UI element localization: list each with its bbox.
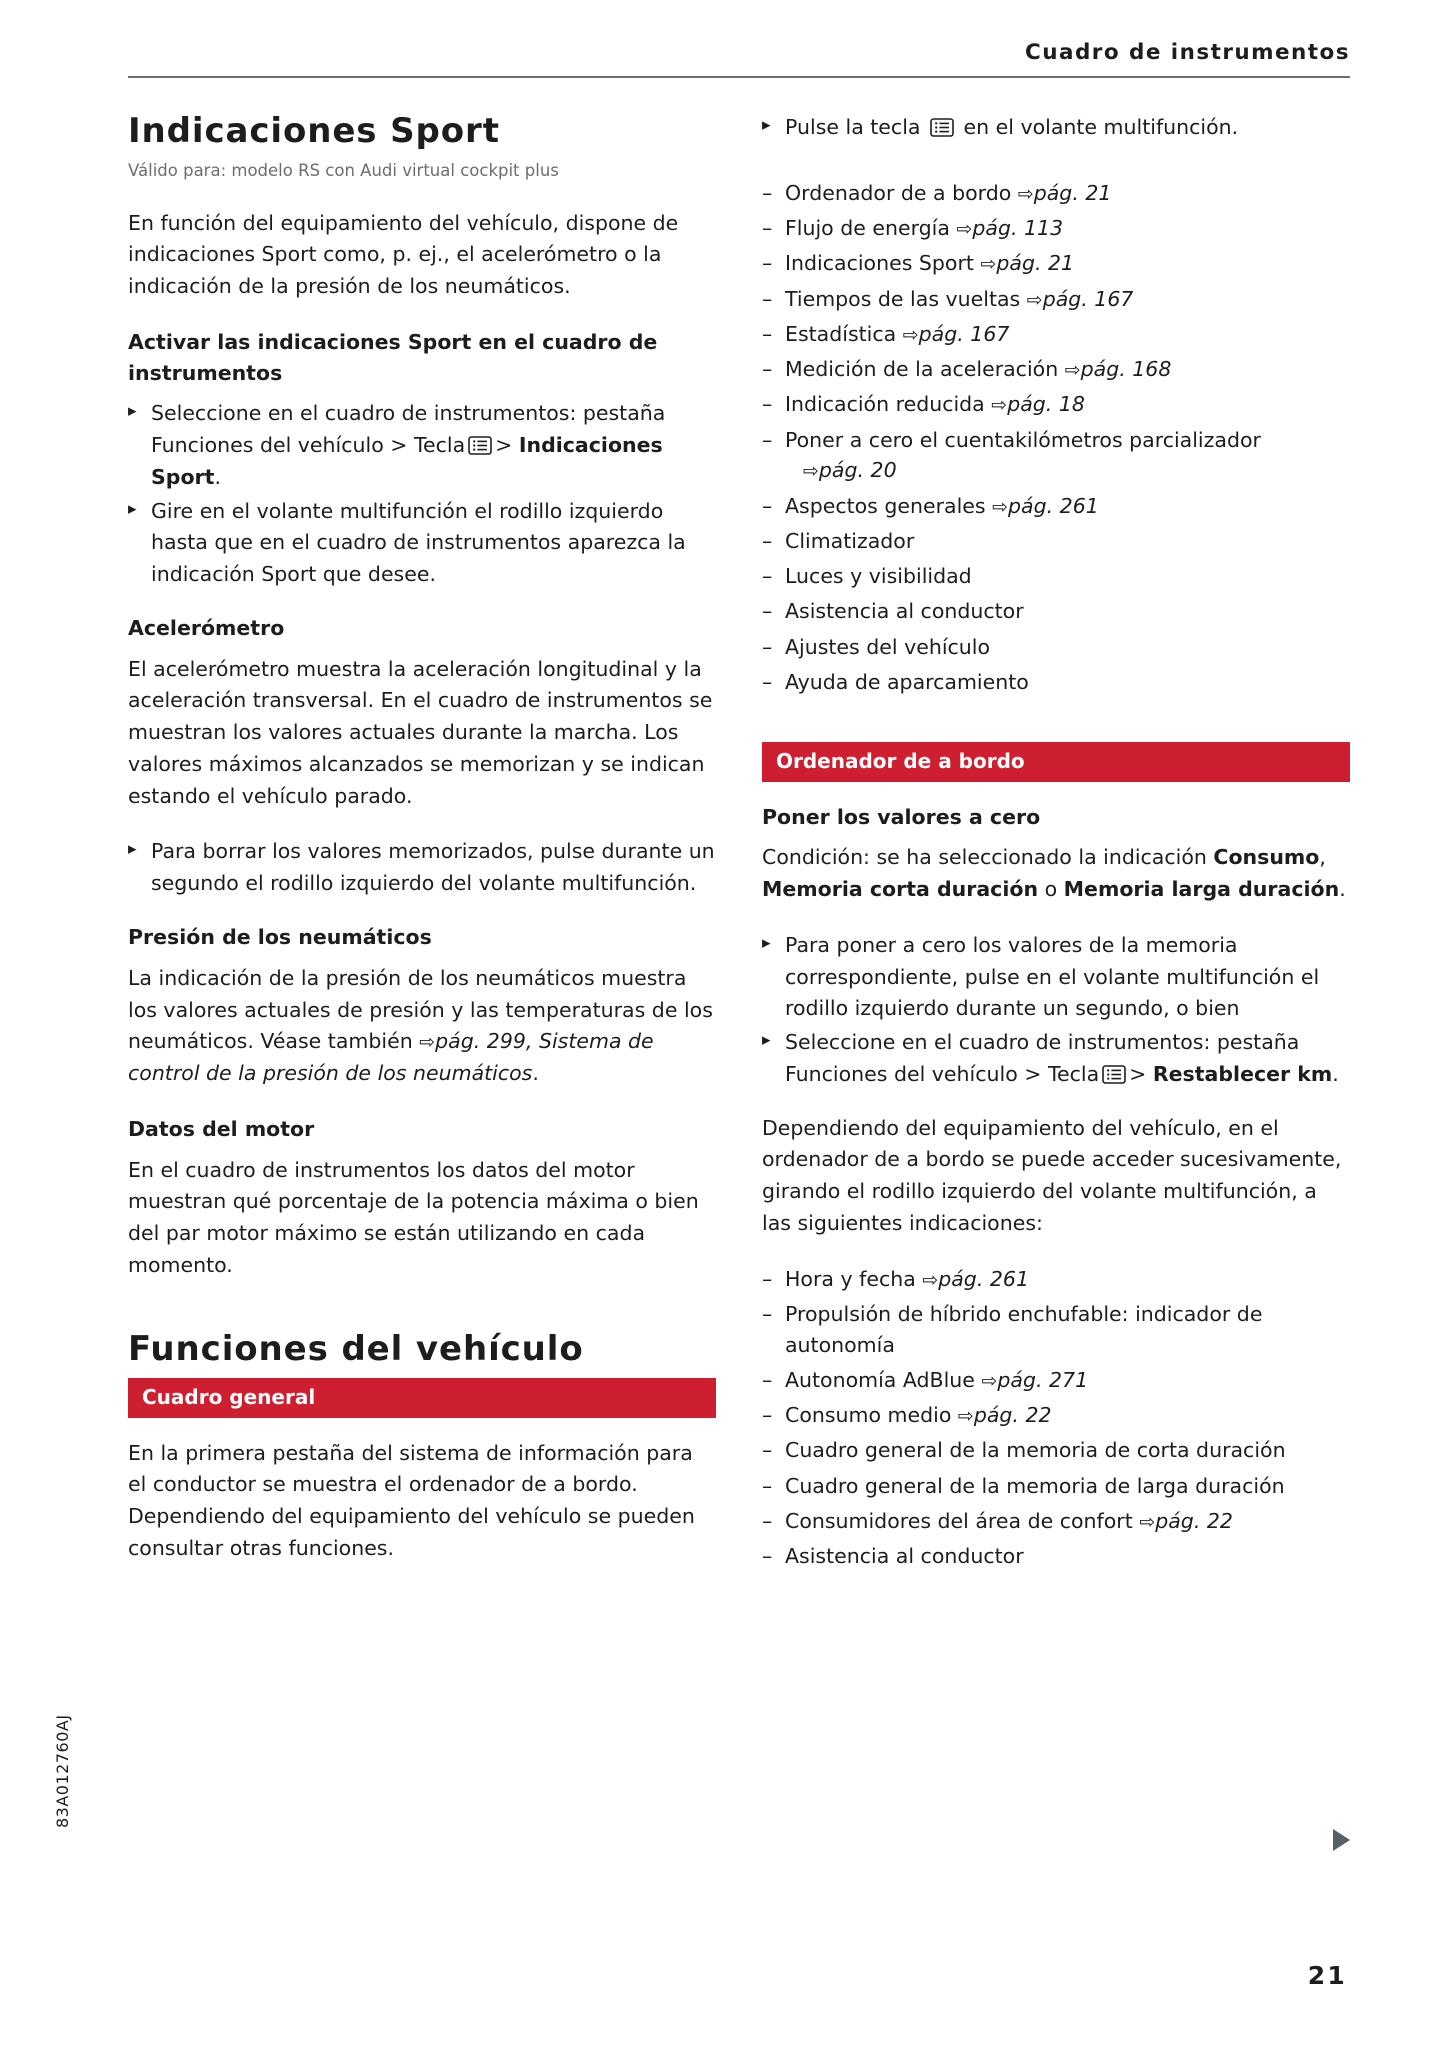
menu-list-key-icon (930, 118, 954, 137)
page-reference-wrap (1011, 181, 1111, 205)
section-spacer (128, 1306, 716, 1330)
list-item-label: Indicaciones Sport (785, 251, 974, 276)
step-text-part2: > (495, 433, 513, 458)
header-title: Cuadro de instrumentos (1025, 40, 1350, 65)
page-reference-wrap (986, 494, 1099, 518)
engine-data-heading: Datos del motor (128, 1116, 315, 1141)
list-item-label: Indicación reducida (785, 392, 985, 417)
list-item-label: Estadística (785, 321, 897, 346)
right-column (762, 112, 1350, 1580)
list-item (762, 1471, 1350, 1502)
activate-steps-list (128, 398, 716, 591)
tyre-pressure-heading: Presión de los neumáticos (128, 925, 432, 950)
list-item (762, 491, 1350, 522)
page-reference-wrap (1058, 357, 1171, 381)
page-reference: pág. 271 (997, 1367, 1089, 1392)
page-ref-arrow-icon: ⇨ (956, 218, 973, 241)
page-number: 21 (1307, 1961, 1347, 1990)
page-reference-wrap (916, 1267, 1029, 1291)
page-ref-arrow-icon: ⇨ (991, 394, 1008, 417)
list-item: ▸ Para borrar los valores memorizados, pulse durante un segundo el rodillo izquierdo del volante multifunción. (128, 836, 716, 900)
part-number: 83A012760AJ (53, 1714, 72, 1828)
step-bold-target: Restablecer km (1152, 1061, 1333, 1086)
page-reference-wrap (951, 1403, 1051, 1427)
page-reference-wrap (785, 455, 1350, 486)
activate-heading: Activar las indicaciones Sport en el cuadro de instrumentos (128, 329, 658, 385)
reset-steps-list (762, 930, 1350, 1091)
list-item-label: Flujo de energía (785, 216, 950, 241)
header-divider (128, 76, 1350, 78)
vehicle-functions-paragraph: En la primera pestaña del sistema de información para el conductor se muestra el ordenador de a bordo. Dependiendo del equipamiento del vehículo se pueden consultar otras funciones. (128, 1440, 695, 1561)
section-bar-cuadro-general: Cuadro general (128, 1378, 716, 1418)
list-item (762, 112, 1350, 144)
condition-separator-1: , (1319, 845, 1326, 870)
page-reference: pág. 22 (1155, 1508, 1233, 1533)
list-item (762, 425, 1350, 487)
page-ref-arrow-icon: ⇨ (957, 1405, 974, 1428)
list-item-label: Asistencia al conductor (785, 599, 1024, 624)
reset-values-heading: Poner los valores a cero (762, 804, 1041, 829)
page-reference: pág. 22 (973, 1403, 1052, 1428)
page-ref-arrow-icon: ⇨ (980, 253, 997, 276)
list-item: ▸ Gire en el volante multifunción el rodillo izquierdo hasta que en el cuadro de instrumentos aparezca la indicación Sport que desee. (128, 496, 716, 591)
list-item (762, 1299, 1350, 1361)
page-ref-arrow-icon: ⇨ (992, 495, 1009, 518)
list-item-label: Propulsión de híbrido enchufable: indicador de autonomía (785, 1301, 1263, 1357)
section-spacer (762, 706, 1350, 742)
accelerometer-steps-list (128, 836, 716, 900)
condition-end: . (1339, 877, 1346, 902)
list-item-label: Ajustes del vehículo (785, 634, 991, 659)
list-item-label: Ordenador de a bordo (785, 180, 1012, 205)
condition-separator-2: o (1044, 877, 1058, 902)
menu-list-key-icon (468, 436, 492, 455)
list-item-label: Aspectos generales (785, 493, 986, 518)
section-bar-ordenador-de-a-bordo: Ordenador de a bordo (762, 742, 1350, 782)
list-spacer (762, 166, 1350, 178)
intro-paragraph: En función del equipamiento del vehículo, dispone de indicaciones Sport como, p. ej., el acelerómetro o la indicación de la presión de los neumáticos. (128, 210, 679, 299)
menu-list-key-icon (1102, 1065, 1126, 1084)
list-item-label: Tiempos de las vueltas (785, 286, 1021, 311)
list-item (762, 526, 1350, 557)
list-item-label: Consumo medio (785, 1403, 952, 1428)
list-item-label: Asistencia al conductor (785, 1544, 1024, 1569)
page-reference: pág. 113 (972, 216, 1064, 241)
continuation-triangle-icon (1333, 1829, 1350, 1851)
page-ref-arrow-icon: ⇨ (902, 323, 919, 346)
list-item-label: Poner a cero el cuentakilómetros parcializador (785, 427, 1261, 452)
menu-items-list (762, 178, 1350, 698)
page-reference: pág. 21 (1033, 180, 1112, 205)
tyre-pressure-end: . (532, 1061, 539, 1086)
page-reference-wrap (896, 322, 1009, 346)
list-item (762, 178, 1350, 209)
list-item-label: Medición de la aceleración (785, 357, 1059, 382)
page-ref-arrow-icon: ⇨ (922, 1268, 939, 1291)
onboard-computer-paragraph: Dependiendo del equipamiento del vehículo, en el ordenador de a bordo se puede acceder sucesivamente, girando el rodillo izquierdo del volante multifunción, a las siguientes indicaciones: (762, 1115, 1342, 1235)
list-item (762, 561, 1350, 592)
page-ref-arrow-icon: ⇨ (1064, 359, 1081, 382)
list-item (762, 389, 1350, 420)
condition-paragraph (762, 842, 1350, 906)
page-reference: pág. 168 (1080, 357, 1172, 382)
list-item (762, 1541, 1350, 1572)
page-reference-wrap (1133, 1509, 1233, 1533)
list-item-label: Cuadro general de la memoria de larga duración (785, 1473, 1285, 1498)
page-reference: pág. 261 (938, 1266, 1029, 1291)
list-item (762, 1435, 1350, 1466)
accelerometer-paragraph: El acelerómetro muestra la aceleración longitudinal y la aceleración transversal. En el cuadro de instrumentos se muestran los valores actuales durante la marcha. Los valores máximos alcanzados se memorizan y se indican estando el vehículo parado. (128, 656, 713, 808)
list-item: ▸ Para poner a cero los valores de la memoria correspondiente, pulse en el volante multifunción el rodillo izquierdo durante un segundo, o bien (762, 930, 1350, 1025)
condition-option-3: Memoria larga duración (1063, 877, 1340, 902)
page-ref-arrow-icon: ⇨ (803, 460, 819, 483)
step-text-part2: > (1129, 1061, 1147, 1086)
page-ref-arrow-icon: ⇨ (1017, 182, 1034, 205)
condition-option-1: Consumo (1213, 845, 1320, 870)
page-reference: pág. 167 (918, 321, 1010, 346)
page-title: Indicaciones Sport (128, 111, 500, 151)
list-item (762, 1400, 1350, 1431)
page-reference: pág. 21 (996, 251, 1075, 276)
press-key-text: Pulse la tecla (785, 115, 921, 139)
list-item (762, 1027, 1350, 1091)
page-reference: pág. 299, Sistema de control de la presión de los neumáticos (128, 1029, 654, 1086)
condition-option-2: Memoria corta duración (762, 877, 1039, 902)
page-reference-wrap (975, 1368, 1088, 1392)
list-item (762, 1264, 1350, 1295)
valid-for-note: Válido para: modelo RS con Audi virtual cockpit plus (128, 161, 559, 181)
page-reference: pág. 18 (1007, 392, 1085, 417)
list-item (128, 398, 716, 493)
page-reference: pág. 261 (1008, 493, 1099, 518)
onboard-computer-items-list (762, 1264, 1350, 1572)
step-text-end: . (214, 464, 221, 489)
accelerometer-heading: Acelerómetro (128, 615, 285, 640)
list-item (762, 1365, 1350, 1396)
step-text-end: . (1332, 1061, 1339, 1086)
left-column (128, 112, 716, 1589)
list-item-label: Consumidores del área de confort (785, 1508, 1133, 1533)
vehicle-functions-title: Funciones del vehículo (128, 1328, 584, 1369)
engine-data-paragraph: En el cuadro de instrumentos los datos del motor muestran qué porcentaje de la potencia máxima o bien del par motor máximo se están utilizando en cada momento. (128, 1157, 699, 1277)
list-item-label: Hora y fecha (785, 1266, 916, 1291)
list-item (762, 1506, 1350, 1537)
list-item (762, 248, 1350, 279)
page-reference-wrap (985, 392, 1085, 416)
list-item (762, 319, 1350, 350)
list-item (762, 667, 1350, 698)
list-item-label: Cuadro general de la memoria de corta duración (785, 1438, 1286, 1463)
page-reference-wrap (950, 216, 1063, 240)
page-reference-wrap (1020, 287, 1133, 311)
list-item (762, 596, 1350, 627)
list-item (762, 213, 1350, 244)
page-reference-wrap (974, 251, 1074, 275)
tyre-pressure-paragraph (128, 963, 716, 1090)
list-item-label: Ayuda de aparcamiento (785, 669, 1029, 694)
page-ref-arrow-icon: ⇨ (1139, 1510, 1156, 1533)
tyre-pressure-text: La indicación de la presión de los neumáticos muestra los valores actuales de presión y las temperaturas de los neumáticos. Véase también (128, 965, 713, 1054)
step-text-part1: Seleccione en el cuadro de instrumentos: pestaña Funciones del vehículo > Tecla (151, 401, 666, 458)
page-header (128, 40, 1350, 78)
list-item-label: Autonomía AdBlue (785, 1367, 975, 1392)
page-ref-arrow-icon: ⇨ (1026, 288, 1043, 311)
press-key-text-end: en el volante multifunción. (963, 115, 1239, 139)
list-item-label: Climatizador (785, 528, 915, 553)
page-reference: pág. 167 (1042, 286, 1134, 311)
step-bold-target: Indicaciones Sport (151, 433, 663, 489)
page-ref-arrow-icon: ⇨ (981, 1369, 998, 1392)
list-item-label: Luces y visibilidad (785, 564, 972, 589)
step-text-part1: Seleccione en el cuadro de instrumentos: pestaña Funciones del vehículo > Tecla (785, 1030, 1300, 1086)
press-key-list (762, 112, 1350, 144)
list-item (762, 632, 1350, 663)
page-reference: pág. 20 (818, 458, 897, 483)
list-item (762, 354, 1350, 385)
condition-text: Condición: se ha seleccionado la indicación (762, 845, 1207, 870)
list-item (762, 284, 1350, 315)
page-ref-arrow-icon: ⇨ (419, 1031, 436, 1054)
